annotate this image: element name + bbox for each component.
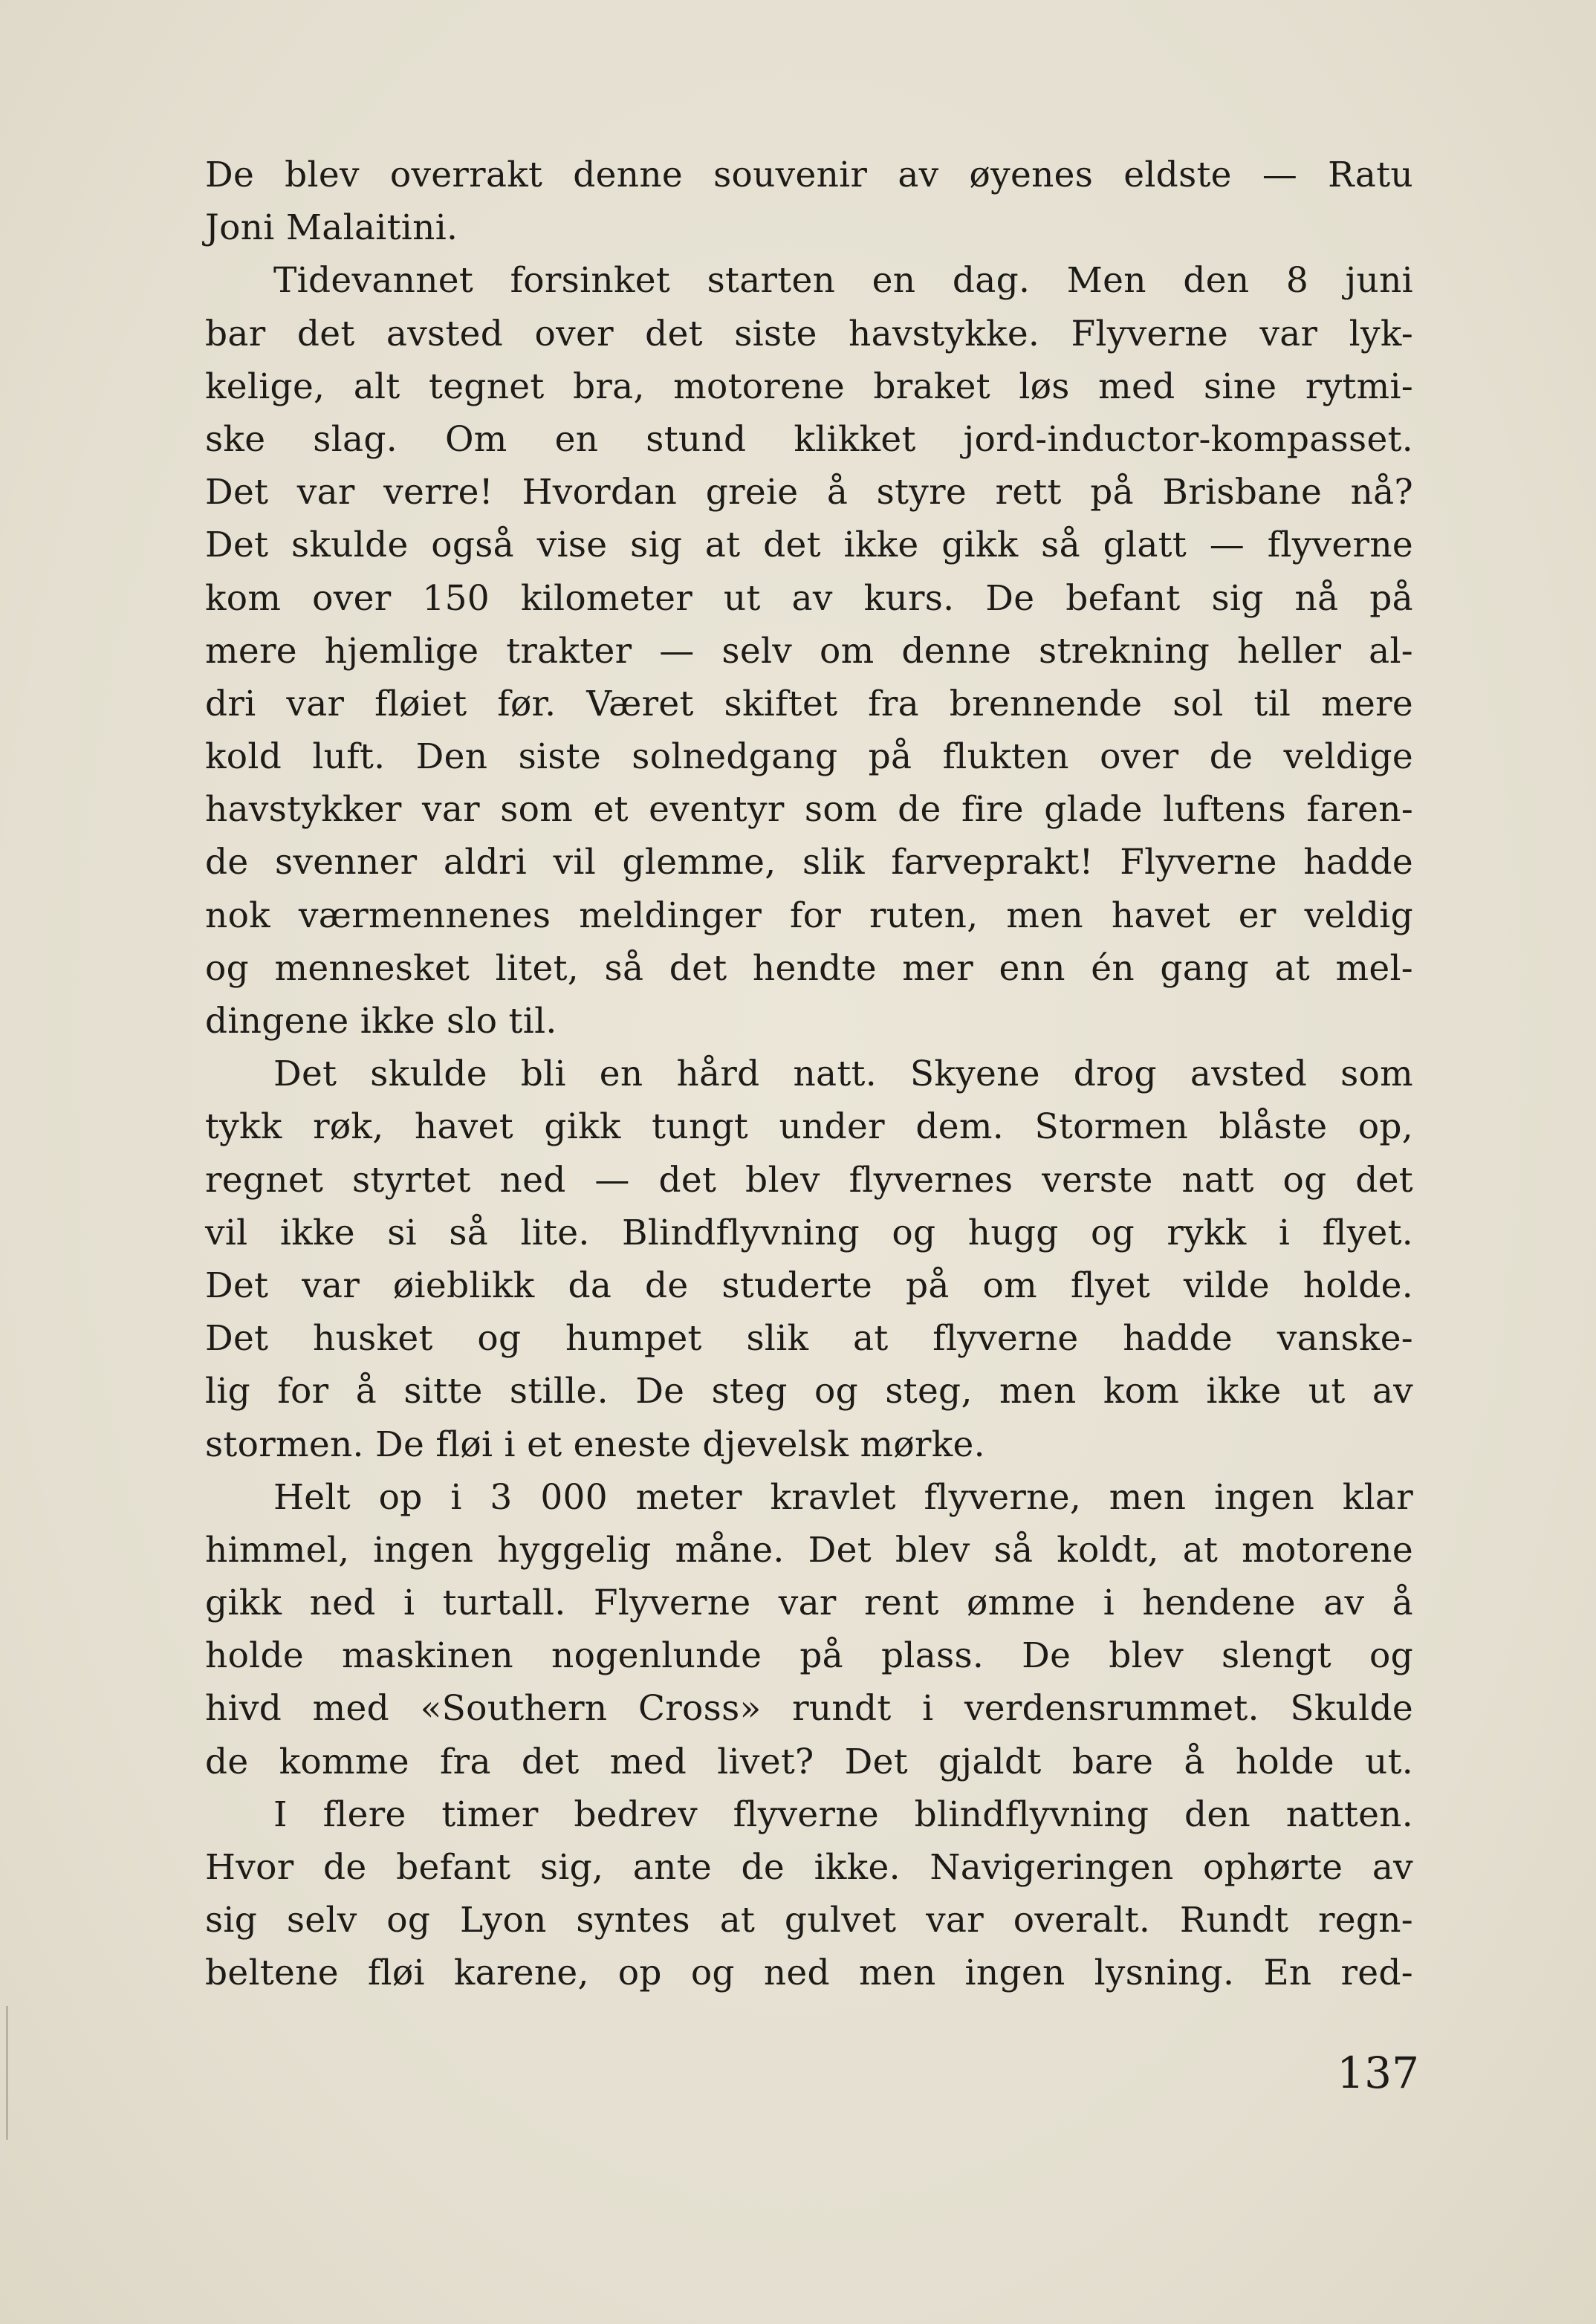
text-line: nok værmennenes meldinger for ruten, men havet er veldig	[205, 895, 1413, 936]
text-line: de komme fra det med livet? Det gjaldt bare å holde ut.	[205, 1741, 1413, 1782]
text-line: sig selv og Lyon syntes at gulvet var overalt. Rundt regn-	[205, 1900, 1413, 1941]
text-line: stormen. De fløi i et eneste djevelsk mørke.	[205, 1424, 985, 1465]
text-line: mere hjemlige trakter — selv om denne strekning heller al-	[205, 630, 1413, 672]
body-text	[205, 149, 1413, 2000]
text-line: De blev overrakt denne souvenir av øyenes eldste — Ratu	[205, 155, 1413, 195]
text-line: Det var verre! Hvordan greie å styre rett på Brisbane nå?	[205, 472, 1413, 513]
text-line: I flere timer bedrev flyverne blindflyvning den natten.	[273, 1794, 1413, 1835]
text-line: Tidevannet forsinket starten en dag. Men den 8 juni	[273, 260, 1413, 302]
page-edge-shadow	[6, 2006, 8, 2140]
text-line: dingene ikke slo til.	[205, 1001, 557, 1042]
text-line: Det skulde også vise sig at det ikke gikk så glatt — flyverne	[205, 525, 1413, 566]
text-line: regnet styrtet ned — det blev flyvernes verste natt og det	[205, 1159, 1413, 1201]
text-line: de svenner aldri vil glemme, slik farveprakt! Flyverne hadde	[205, 842, 1413, 883]
page-number: 137	[1337, 2048, 1419, 2098]
text-line: Det skulde bli en hård natt. Skyene drog avsted som	[273, 1054, 1413, 1095]
text-line: gikk ned i turtall. Flyverne var rent ømme i hendene av å	[205, 1583, 1413, 1624]
text-line: ske slag. Om en stund klikket jord-inductor-kompasset.	[205, 418, 1413, 460]
text-line: kom over 150 kilometer ut av kurs. De befant sig nå på	[205, 577, 1413, 619]
text-line: tykk røk, havet gikk tungt under dem. Stormen blåste op,	[205, 1106, 1413, 1148]
text-line: Helt op i 3 000 meter kravlet flyverne, men ingen klar	[273, 1476, 1413, 1518]
text-line: dri var fløiet før. Været skiftet fra brennende sol til mere	[205, 683, 1413, 724]
text-line: lig for å sitte stille. De steg og steg, men kom ikke ut av	[205, 1371, 1413, 1412]
text-line: og mennesket litet, så det hendte mer enn én gang at mel-	[205, 947, 1413, 989]
text-line: kold luft. Den siste solnedgang på flukten over de veldige	[205, 736, 1413, 778]
text-line: himmel, ingen hyggelig måne. Det blev så koldt, at motorene	[205, 1529, 1413, 1571]
text-line: holde maskinen nogenlunde på plass. De blev slengt og	[205, 1635, 1413, 1677]
text-line: bar det avsted over det siste havstykke. Flyverne var lyk-	[205, 313, 1413, 354]
text-line: hivd med «Southern Cross» rundt i verdensrummet. Skulde	[205, 1688, 1413, 1730]
text-line: beltene fløi karene, op og ned men ingen lysning. En red-	[205, 1953, 1413, 1994]
text-line: Joni Malaitini.	[205, 207, 458, 249]
text-line: havstykker var som et eventyr som de fire glade luftens faren-	[205, 789, 1413, 831]
text-line: kelige, alt tegnet bra, motorene braket løs med sine rytmi-	[205, 366, 1413, 407]
text-line: vil ikke si så lite. Blindflyvning og hugg og rykk i flyet.	[205, 1212, 1413, 1253]
text-line: Hvor de befant sig, ante de ikke. Navigeringen ophørte av	[205, 1847, 1413, 1888]
text-line: Det var øieblikk da de studerte på om flyet vilde holde.	[205, 1265, 1413, 1306]
text-line: Det husket og humpet slik at flyverne hadde vanske-	[205, 1318, 1413, 1360]
